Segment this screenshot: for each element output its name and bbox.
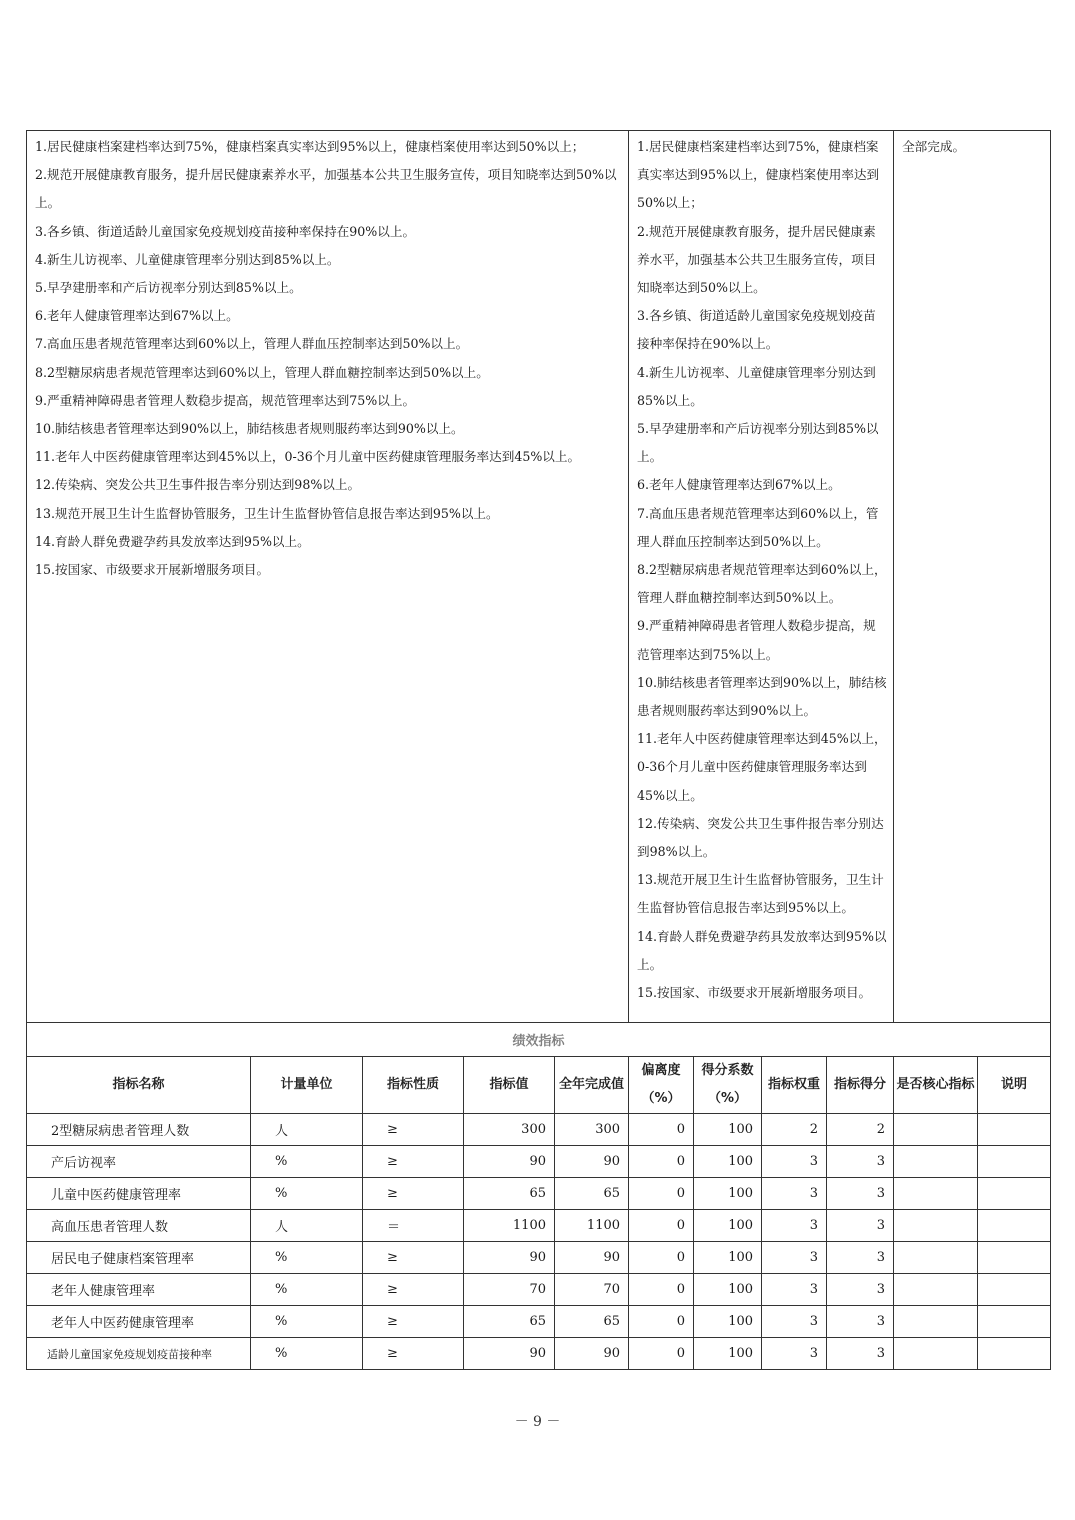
actual-cell: 90 bbox=[555, 1338, 629, 1370]
weight-cell: 2 bbox=[762, 1114, 827, 1146]
coefficient-cell: 100 bbox=[694, 1306, 762, 1338]
core-cell bbox=[894, 1210, 978, 1242]
unit-cell: % bbox=[251, 1274, 363, 1306]
section-title: 绩效指标 bbox=[27, 1023, 1051, 1057]
indicator-name-cell: 儿童中医药健康管理率 bbox=[27, 1178, 251, 1210]
nature-cell: ＝ bbox=[363, 1210, 464, 1242]
header-actual: 全年完成值 bbox=[555, 1057, 629, 1114]
header-target: 指标值 bbox=[464, 1057, 555, 1114]
nature-cell: ≥ bbox=[363, 1306, 464, 1338]
header-weight: 指标权重 bbox=[762, 1057, 827, 1114]
coefficient-cell: 100 bbox=[694, 1146, 762, 1178]
goal-item: 4.新生儿访视率、儿童健康管理率分别达到85%以上。 bbox=[637, 364, 876, 408]
deviation-cell: 0 bbox=[629, 1178, 694, 1210]
header-unit: 计量单位 bbox=[251, 1057, 363, 1114]
completion-note: 全部完成。 bbox=[902, 139, 966, 154]
goal-item: 8.2型糖尿病患者规范管理率达到60%以上，管理人群血糖控制率达到50%以上。 bbox=[35, 364, 489, 380]
goal-item: 13.规范开展卫生计生监督协管服务，卫生计生监督协管信息报告率达到95%以上。 bbox=[637, 872, 884, 916]
goal-item: 6.老年人健康管理率达到67%以上。 bbox=[35, 308, 239, 324]
actual-cell: 65 bbox=[555, 1178, 629, 1210]
score-cell: 3 bbox=[827, 1210, 894, 1242]
header-coefficient: 得分系数（%） bbox=[694, 1057, 762, 1114]
goal-item: 15.按国家、市级要求开展新增服务项目。 bbox=[637, 985, 872, 1001]
deviation-cell: 0 bbox=[629, 1338, 694, 1370]
target-cell: 1100 bbox=[464, 1210, 555, 1242]
header-score: 指标得分 bbox=[827, 1057, 894, 1114]
annual-goals-list bbox=[35, 133, 622, 584]
deviation-cell: 0 bbox=[629, 1274, 694, 1306]
nature-cell: ≥ bbox=[363, 1146, 464, 1178]
score-cell: 2 bbox=[827, 1114, 894, 1146]
goal-item: 1.居民健康档案建档率达到75%，健康档案真实率达到95%以上，健康档案使用率达到50%以上； bbox=[637, 139, 880, 211]
core-cell bbox=[894, 1146, 978, 1178]
weight-cell: 3 bbox=[762, 1178, 827, 1210]
goal-item: 13.规范开展卫生计生监督协管服务，卫生计生监督协管信息报告率达到95%以上。 bbox=[35, 505, 499, 521]
unit-cell: % bbox=[251, 1306, 363, 1338]
core-cell bbox=[894, 1274, 978, 1306]
goal-item: 8.2型糖尿病患者规范管理率达到60%以上，管理人群血糖控制率达到50%以上。 bbox=[637, 562, 887, 606]
goal-item: 6.老年人健康管理率达到67%以上。 bbox=[637, 477, 841, 493]
coefficient-cell: 100 bbox=[694, 1114, 762, 1146]
unit-cell: 人 bbox=[251, 1114, 363, 1146]
target-cell: 90 bbox=[464, 1338, 555, 1370]
table-row bbox=[27, 1210, 1051, 1242]
header-nature: 指标性质 bbox=[363, 1057, 464, 1114]
deviation-cell: 0 bbox=[629, 1114, 694, 1146]
header-indicator-name: 指标名称 bbox=[27, 1057, 251, 1114]
score-cell: 3 bbox=[827, 1242, 894, 1274]
note-cell bbox=[978, 1274, 1051, 1306]
indicator-name-cell: 产后访视率 bbox=[27, 1146, 251, 1178]
goal-item: 12.传染病、突发公共卫生事件报告率分别达到98%以上。 bbox=[35, 477, 361, 493]
goal-item: 11.老年人中医药健康管理率达到45%以上，0-36个月儿童中医药健康管理服务率达到45%以上。 bbox=[637, 731, 887, 803]
goal-item: 3.各乡镇、街道适龄儿童国家免疫规划疫苗接种率保持在90%以上。 bbox=[637, 308, 876, 352]
actual-cell: 300 bbox=[555, 1114, 629, 1146]
goal-item: 5.早孕建册率和产后访视率分别达到85%以上。 bbox=[637, 421, 879, 465]
nature-cell: ≥ bbox=[363, 1114, 464, 1146]
coefficient-cell: 100 bbox=[694, 1178, 762, 1210]
goal-item: 1.居民健康档案建档率达到75%，健康档案真实率达到95%以上，健康档案使用率达到50%以上； bbox=[35, 139, 585, 154]
score-cell: 3 bbox=[827, 1338, 894, 1370]
nature-cell: ≥ bbox=[363, 1338, 464, 1370]
indicator-name-cell: 老年人中医药健康管理率 bbox=[27, 1306, 251, 1338]
table-row bbox=[27, 1178, 1051, 1210]
deviation-cell: 0 bbox=[629, 1146, 694, 1178]
table-row bbox=[27, 1306, 1051, 1338]
unit-cell: % bbox=[251, 1338, 363, 1370]
goal-item: 14.育龄人群免费避孕药具发放率达到95%以上。 bbox=[637, 928, 887, 972]
goal-item: 10.肺结核患者管理率达到90%以上，肺结核患者规则服药率达到90%以上。 bbox=[35, 421, 464, 437]
coefficient-cell: 100 bbox=[694, 1242, 762, 1274]
actual-cell: 90 bbox=[555, 1146, 629, 1178]
unit-cell: 人 bbox=[251, 1210, 363, 1242]
header-deviation: 偏离度（%） bbox=[629, 1057, 694, 1114]
note-cell bbox=[978, 1338, 1051, 1370]
coefficient-cell: 100 bbox=[694, 1338, 762, 1370]
target-cell: 65 bbox=[464, 1306, 555, 1338]
target-cell: 65 bbox=[464, 1178, 555, 1210]
core-cell bbox=[894, 1242, 978, 1274]
coefficient-cell: 100 bbox=[694, 1210, 762, 1242]
indicator-name-cell: 居民电子健康档案管理率 bbox=[27, 1242, 251, 1274]
nature-cell: ≥ bbox=[363, 1274, 464, 1306]
goal-item: 5.早孕建册率和产后访视率分别达到85%以上。 bbox=[35, 280, 302, 296]
indicator-name-cell: 适龄儿童国家免疫规划疫苗接种率 bbox=[27, 1338, 251, 1370]
indicator-name-cell: 老年人健康管理率 bbox=[27, 1274, 251, 1306]
score-cell: 3 bbox=[827, 1146, 894, 1178]
goal-item: 9.严重精神障碍患者管理人数稳步提高，规范管理率达到75%以上。 bbox=[35, 392, 416, 408]
target-cell: 90 bbox=[464, 1242, 555, 1274]
score-cell: 3 bbox=[827, 1274, 894, 1306]
actual-goals-list bbox=[637, 133, 887, 1007]
core-cell bbox=[894, 1114, 978, 1146]
goal-item: 7.高血压患者规范管理率达到60%以上，管理人群血压控制率达到50%以上。 bbox=[35, 336, 469, 352]
goals-and-kpi-table bbox=[26, 130, 1051, 1370]
section-title-row bbox=[27, 1023, 1051, 1057]
unit-cell: % bbox=[251, 1146, 363, 1178]
goal-item: 15.按国家、市级要求开展新增服务项目。 bbox=[35, 562, 270, 578]
kpi-body bbox=[27, 1114, 1051, 1370]
note-cell bbox=[978, 1114, 1051, 1146]
coefficient-cell: 100 bbox=[694, 1274, 762, 1306]
weight-cell: 3 bbox=[762, 1274, 827, 1306]
table-row bbox=[27, 1114, 1051, 1146]
core-cell bbox=[894, 1306, 978, 1338]
goal-item: 10.肺结核患者管理率达到90%以上，肺结核患者规则服药率达到90%以上。 bbox=[637, 674, 887, 719]
table-row bbox=[27, 1338, 1051, 1370]
indicator-name-cell: 高血压患者管理人数 bbox=[27, 1210, 251, 1242]
weight-cell: 3 bbox=[762, 1338, 827, 1370]
actual-goals-cell bbox=[629, 131, 894, 1023]
target-cell: 90 bbox=[464, 1146, 555, 1178]
actual-cell: 90 bbox=[555, 1242, 629, 1274]
note-cell bbox=[978, 1306, 1051, 1338]
table-row bbox=[27, 1242, 1051, 1274]
goal-item: 2.规范开展健康教育服务，提升居民健康素养水平，加强基本公共卫生服务宣传，项目知晓率达到50%以上。 bbox=[35, 167, 617, 211]
core-cell bbox=[894, 1178, 978, 1210]
score-cell: 3 bbox=[827, 1306, 894, 1338]
deviation-cell: 0 bbox=[629, 1306, 694, 1338]
deviation-cell: 0 bbox=[629, 1242, 694, 1274]
goal-item: 12.传染病、突发公共卫生事件报告率分别达到98%以上。 bbox=[637, 815, 884, 860]
goal-item: 4.新生儿访视率、儿童健康管理率分别达到85%以上。 bbox=[35, 251, 340, 267]
header-note: 说明 bbox=[978, 1057, 1051, 1114]
nature-cell: ≥ bbox=[363, 1242, 464, 1274]
deviation-cell: 0 bbox=[629, 1210, 694, 1242]
table-row bbox=[27, 1146, 1051, 1178]
actual-cell: 1100 bbox=[555, 1210, 629, 1242]
completion-cell bbox=[894, 131, 1051, 1023]
nature-cell: ≥ bbox=[363, 1178, 464, 1210]
score-cell: 3 bbox=[827, 1178, 894, 1210]
core-cell bbox=[894, 1338, 978, 1370]
performance-report-sheet bbox=[26, 130, 1050, 1370]
goals-row bbox=[27, 131, 1051, 1023]
unit-cell: % bbox=[251, 1178, 363, 1210]
weight-cell: 3 bbox=[762, 1306, 827, 1338]
goal-item: 14.育龄人群免费避孕药具发放率达到95%以上。 bbox=[35, 533, 310, 549]
weight-cell: 3 bbox=[762, 1146, 827, 1178]
goal-item: 2.规范开展健康教育服务，提升居民健康素养水平，加强基本公共卫生服务宣传，项目知晓率达到50%以上。 bbox=[637, 223, 877, 296]
weight-cell: 3 bbox=[762, 1242, 827, 1274]
actual-cell: 65 bbox=[555, 1306, 629, 1338]
goal-item: 3.各乡镇、街道适龄儿童国家免疫规划疫苗接种率保持在90%以上。 bbox=[35, 223, 416, 239]
annual-goals-cell bbox=[27, 131, 629, 1023]
indicator-name-cell: 2型糖尿病患者管理人数 bbox=[27, 1114, 251, 1146]
note-cell bbox=[978, 1242, 1051, 1274]
target-cell: 70 bbox=[464, 1274, 555, 1306]
note-cell bbox=[978, 1178, 1051, 1210]
goal-item: 9.严重精神障碍患者管理人数稳步提高，规范管理率达到75%以上。 bbox=[637, 618, 876, 662]
target-cell: 300 bbox=[464, 1114, 555, 1146]
table-row bbox=[27, 1274, 1051, 1306]
goal-item: 7.高血压患者规范管理率达到60%以上，管理人群血压控制率达到50%以上。 bbox=[637, 505, 879, 549]
weight-cell: 3 bbox=[762, 1210, 827, 1242]
actual-cell: 70 bbox=[555, 1274, 629, 1306]
kpi-header-row bbox=[27, 1057, 1051, 1114]
note-cell bbox=[978, 1146, 1051, 1178]
header-core: 是否核心指标 bbox=[894, 1057, 978, 1114]
unit-cell: % bbox=[251, 1242, 363, 1274]
page-number: － 9 － bbox=[514, 1414, 561, 1430]
goal-item: 11.老年人中医药健康管理率达到45%以上，0-36个月儿童中医药健康管理服务率达到45%以上。 bbox=[35, 449, 581, 465]
note-cell bbox=[978, 1210, 1051, 1242]
